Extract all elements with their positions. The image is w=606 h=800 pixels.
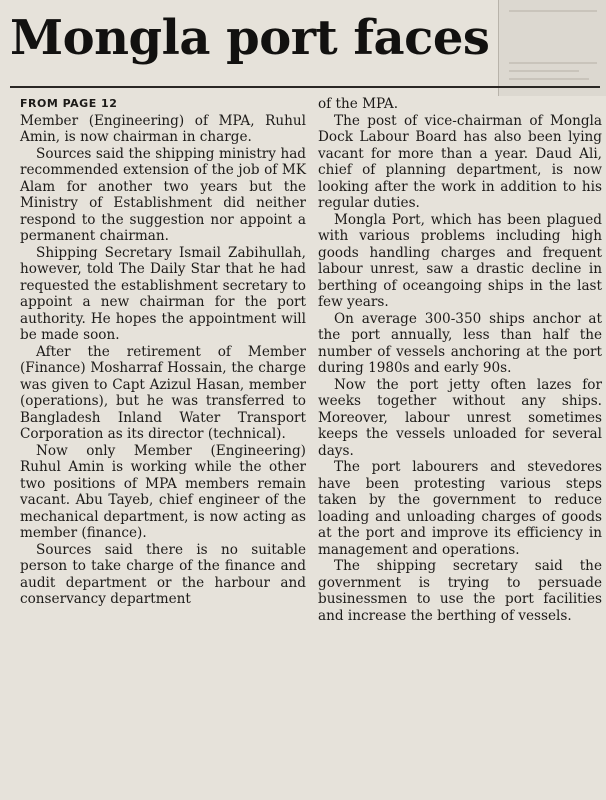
article-headline: Mongla port faces (10, 10, 490, 66)
kicker-from-page: FROM PAGE 12 (20, 97, 118, 110)
paragraph: Shipping Secretary Ismail Zabihullah, however, told The Daily Star that he had requested the establishment secretary to appoint a new chairman for the port authority. He hopes the appointment will be made soon. (20, 244, 306, 343)
left-column (20, 96, 306, 608)
paragraph: The port labourers and stevedores have been protesting various steps taken by the government to reduce loading and unloading charges of goods at the port and improve its efficiency in management and operations. (318, 459, 602, 558)
faded-rule (509, 78, 589, 80)
right-column (318, 96, 602, 624)
paragraph: The shipping secretary said the government is trying to persuade businessmen to use the port facilities and increase the berthing of vessels. (318, 558, 602, 624)
adjacent-article-edge (498, 0, 606, 96)
paragraph: On average 300-350 ships anchor at the port annually, less than half the number of vessels anchoring at the port during 1980s and early 90s. (318, 310, 602, 376)
faded-rule (509, 70, 579, 72)
paragraph: Sources said there is no suitable person to take charge of the finance and audit department or the harbour and conservancy department (20, 541, 306, 607)
faded-rule (509, 62, 597, 64)
paragraph: Sources said the shipping ministry had recommended extension of the job of MK Alam for another two years but the Ministry of Establishment did neither respond to the suggestion nor appoint a permanent chairman. (20, 145, 306, 244)
paragraph: Member (Engineering) of MPA, Ruhul Amin, is now chairman in charge. (20, 112, 306, 145)
headline-rule (10, 86, 600, 88)
paragraph: Now only Member (Engineering) Ruhul Amin is working while the other two positions of MPA members remain vacant. Abu Tayeb, chief engineer of the mechanical department, is now acting as member (finance). (20, 442, 306, 541)
paragraph-continuation: of the MPA. (318, 96, 399, 112)
paragraph: Mongla Port, which has been plagued with various problems including high goods handling charges and frequent labour unrest, saw a drastic decline in berthing of oceangoing ships in the last few years. (318, 211, 602, 310)
faded-rule (509, 10, 597, 12)
paragraph: Now the port jetty often lazes for weeks together without any ships. Moreover, labour unrest sometimes keeps the vessels unloaded for several days. (318, 376, 602, 459)
paragraph: The post of vice-chairman of Mongla Dock Labour Board has also been lying vacant for more than a year. Daud Ali, chief of planning department, is now looking after the work in addition to his regular duties. (318, 112, 602, 211)
paragraph: After the retirement of Member (Finance) Mosharraf Hossain, the charge was given to Capt Azizul Hasan, member (operations), but he was transferred to Bangladesh Inland Water Transport Corporation as its director (technical). (20, 343, 306, 442)
